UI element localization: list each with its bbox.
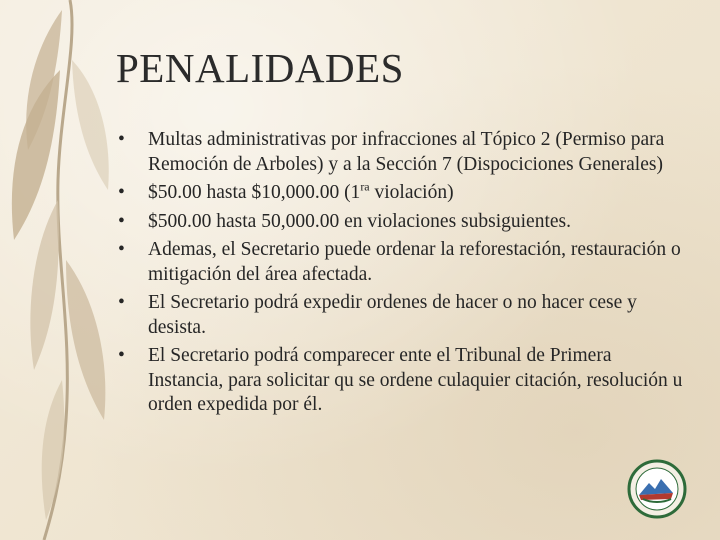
slide-title: PENALIDADES: [116, 45, 404, 91]
agency-seal-icon: [627, 459, 687, 519]
bullet-item: [116, 291, 691, 340]
dried-leaves-icon: [0, 0, 130, 540]
bullet-item: [116, 210, 691, 235]
bullet-marker: •: [118, 129, 125, 150]
bullet-text: [148, 179, 454, 203]
bullet-item: [116, 128, 691, 177]
bullet-marker: •: [118, 239, 125, 260]
bullet-text-part: $50.00 hasta $10,000.00 (1: [148, 182, 361, 203]
bullet-marker: •: [118, 210, 125, 232]
bullet-item: [116, 181, 691, 206]
bullet-marker: •: [118, 292, 125, 313]
bullet-text: $500.00 hasta 50,000.00 en violaciones subsiguientes.: [148, 210, 571, 232]
bullet-item: [116, 344, 691, 418]
bullet-text: El Secretario podrá comparecer ente el Tribunal de Primera Instancia, para solicitar qu se ordene culaquier citación, resolución u orden expedida por él.: [148, 345, 683, 415]
bullet-text: Multas administrativas por infracciones al Tópico 2 (Permiso para Remoción de Arboles) y a la Sección 7 (Dispociciones Generales): [148, 129, 665, 175]
bullet-text: Ademas, el Secretario puede ordenar la reforestación, restauración o mitigación del área afectada.: [148, 239, 681, 285]
bullet-marker: •: [118, 345, 125, 366]
bullet-text-part: violación): [369, 182, 454, 203]
bullet-marker: •: [118, 182, 125, 203]
bullet-text: El Secretario podrá expedir ordenes de hacer o no hacer cese y desista.: [148, 292, 637, 338]
bullet-item: [116, 238, 691, 287]
ordinal-superscript: ra: [360, 179, 370, 194]
bullet-list: [116, 128, 691, 422]
